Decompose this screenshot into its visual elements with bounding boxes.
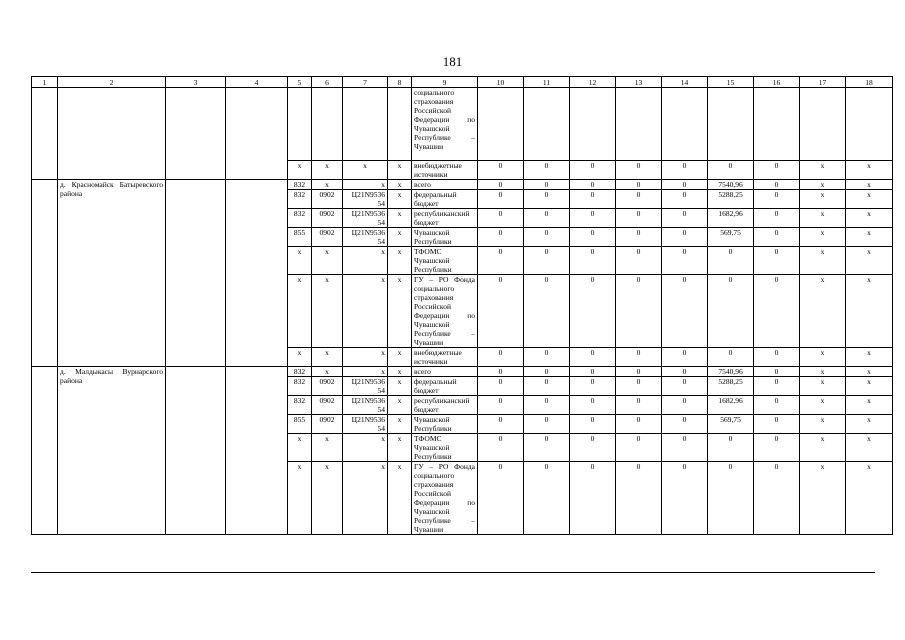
column-header: 2	[58, 77, 166, 88]
value-cell: 0	[616, 180, 662, 190]
column-header: 12	[570, 77, 616, 88]
empty-cell	[343, 88, 388, 161]
code-cell: 0902	[312, 190, 343, 209]
funding-source-text: ТФОМС Чувашской Республики	[412, 247, 478, 275]
empty-cell	[524, 88, 570, 161]
value-cell: x	[846, 348, 893, 367]
code-cell: x	[312, 275, 343, 348]
value-cell: x	[846, 180, 893, 190]
value-cell: 0	[616, 190, 662, 209]
page-number: 181	[442, 54, 463, 69]
value-cell: 0	[478, 275, 524, 348]
value-cell: 0	[616, 377, 662, 396]
value-cell: 0	[662, 462, 708, 535]
value-cell: 0	[524, 180, 570, 190]
value-cell: 0	[478, 348, 524, 367]
value-cell: 1682,96	[708, 396, 754, 415]
empty-cell	[846, 88, 893, 161]
value-cell: 0	[478, 209, 524, 228]
code-cell: x	[343, 161, 388, 180]
funding-source-text: республиканский бюджет	[412, 209, 478, 228]
value-cell: x	[846, 367, 893, 377]
code-cell: 0902	[312, 396, 343, 415]
funding-source-text: республиканский бюджет	[412, 396, 478, 415]
code-cell: x	[288, 434, 312, 462]
code-cell: 0902	[312, 415, 343, 434]
code-cell: x	[388, 275, 412, 348]
value-cell: 0	[662, 209, 708, 228]
code-cell: x	[343, 434, 388, 462]
value-cell: 0	[616, 434, 662, 462]
value-cell: x	[800, 275, 846, 348]
column-header: 16	[754, 77, 800, 88]
value-cell: 0	[662, 275, 708, 348]
value-cell: 0	[754, 209, 800, 228]
value-cell: 7540,96	[708, 180, 754, 190]
value-cell: 0	[754, 275, 800, 348]
value-cell: 0	[478, 367, 524, 377]
value-cell: 0	[478, 247, 524, 275]
value-cell: x	[800, 377, 846, 396]
column-header: 7	[343, 77, 388, 88]
code-cell: x	[343, 247, 388, 275]
value-cell: 0	[570, 377, 616, 396]
value-cell: 0	[524, 348, 570, 367]
value-cell: 0	[754, 415, 800, 434]
value-cell: 0	[478, 190, 524, 209]
code-cell: x	[343, 348, 388, 367]
value-cell: 0	[616, 367, 662, 377]
value-cell: 0	[754, 396, 800, 415]
value-cell: 0	[662, 377, 708, 396]
code-cell: x	[288, 161, 312, 180]
empty-cell	[478, 88, 524, 161]
value-cell: 0	[524, 228, 570, 247]
table-body	[32, 77, 893, 535]
code-cell: 832	[288, 396, 312, 415]
value-cell: 0	[570, 190, 616, 209]
empty-cell	[32, 180, 58, 367]
column-header: 14	[662, 77, 708, 88]
code-cell: Ц21N9536 54	[343, 415, 388, 434]
value-cell: x	[846, 462, 893, 535]
value-cell: 0	[478, 377, 524, 396]
table-row	[32, 367, 893, 377]
empty-cell	[226, 88, 288, 180]
value-cell: 7540,96	[708, 367, 754, 377]
value-cell: 0	[478, 462, 524, 535]
value-cell: 0	[754, 348, 800, 367]
code-cell: 832	[288, 190, 312, 209]
empty-cell	[388, 88, 412, 161]
value-cell: x	[846, 247, 893, 275]
funding-source-text: всего	[412, 367, 478, 377]
code-cell: 832	[288, 367, 312, 377]
code-cell: 832	[288, 180, 312, 190]
funding-source-text: Чувашской Республики	[412, 415, 478, 434]
column-header: 13	[616, 77, 662, 88]
column-number-row	[32, 77, 893, 88]
value-cell: 0	[570, 415, 616, 434]
value-cell: x	[800, 180, 846, 190]
code-cell: Ц21N9536 54	[343, 190, 388, 209]
code-cell: x	[388, 180, 412, 190]
column-header: 5	[288, 77, 312, 88]
code-cell: x	[312, 367, 343, 377]
value-cell: 0	[478, 396, 524, 415]
value-cell: 0	[708, 462, 754, 535]
value-cell: 0	[570, 275, 616, 348]
value-cell: 0	[662, 434, 708, 462]
value-cell: 0	[570, 367, 616, 377]
funding-source-text: социального страхования Российской Федерации по Чувашской Республике – Чувашии	[412, 88, 478, 161]
value-cell: x	[800, 209, 846, 228]
value-cell: 0	[616, 228, 662, 247]
code-cell: x	[312, 180, 343, 190]
value-cell: 0	[478, 161, 524, 180]
empty-cell	[166, 367, 226, 535]
value-cell: 0	[524, 415, 570, 434]
code-cell: x	[388, 462, 412, 535]
value-cell: 0	[570, 434, 616, 462]
funding-source-text: Чувашской Республики	[412, 228, 478, 247]
value-cell: 569,75	[708, 415, 754, 434]
code-cell: Ц21N9536 54	[343, 228, 388, 247]
funding-source-text: внебюджетные источники	[412, 161, 478, 180]
column-header: 11	[524, 77, 570, 88]
funding-source-text: ГУ – РО Фонда социального страхования Российской Федерации по Чувашской Республике – Чувашии	[412, 275, 478, 348]
value-cell: 0	[662, 415, 708, 434]
value-cell: 0	[616, 415, 662, 434]
value-cell: 0	[754, 434, 800, 462]
funding-source-text: федеральный бюджет	[412, 190, 478, 209]
value-cell: 0	[570, 396, 616, 415]
code-cell: x	[312, 434, 343, 462]
value-cell: 0	[662, 367, 708, 377]
value-cell: x	[846, 415, 893, 434]
value-cell: 0	[570, 209, 616, 228]
column-header: 17	[800, 77, 846, 88]
code-cell: x	[388, 415, 412, 434]
empty-cell	[570, 88, 616, 161]
code-cell: x	[312, 247, 343, 275]
empty-cell	[32, 367, 58, 535]
code-cell: 0902	[312, 377, 343, 396]
value-cell: 0	[754, 190, 800, 209]
table-row	[32, 180, 893, 190]
value-cell: 0	[524, 434, 570, 462]
value-cell: 0	[754, 180, 800, 190]
value-cell: x	[800, 462, 846, 535]
budget-table	[31, 76, 893, 535]
value-cell: 0	[478, 415, 524, 434]
value-cell: 0	[616, 209, 662, 228]
code-cell: x	[388, 247, 412, 275]
code-cell: x	[388, 434, 412, 462]
value-cell: 0	[754, 367, 800, 377]
value-cell: 0	[570, 247, 616, 275]
column-header: 9	[412, 77, 478, 88]
value-cell: 0	[708, 348, 754, 367]
table-row	[32, 88, 893, 161]
value-cell: 0	[708, 275, 754, 348]
value-cell: 0	[570, 161, 616, 180]
value-cell: 0	[570, 462, 616, 535]
code-cell: x	[312, 348, 343, 367]
code-cell: x	[288, 348, 312, 367]
value-cell: 0	[524, 367, 570, 377]
value-cell: 0	[616, 348, 662, 367]
funding-source-text: ТФОМС Чувашской Республики	[412, 434, 478, 462]
code-cell: x	[388, 396, 412, 415]
value-cell: 0	[570, 228, 616, 247]
value-cell: 0	[662, 161, 708, 180]
code-cell: 855	[288, 228, 312, 247]
value-cell: 0	[524, 161, 570, 180]
value-cell: x	[800, 348, 846, 367]
value-cell: x	[800, 190, 846, 209]
funding-source-text: всего	[412, 180, 478, 190]
value-cell: 1682,96	[708, 209, 754, 228]
value-cell: 0	[708, 247, 754, 275]
code-cell: x	[288, 247, 312, 275]
empty-cell	[58, 88, 166, 180]
value-cell: 0	[616, 161, 662, 180]
value-cell: 0	[754, 161, 800, 180]
value-cell: x	[846, 275, 893, 348]
column-header: 10	[478, 77, 524, 88]
funding-source-text: федеральный бюджет	[412, 377, 478, 396]
value-cell: 0	[478, 434, 524, 462]
value-cell: 0	[524, 377, 570, 396]
column-header: 15	[708, 77, 754, 88]
code-cell: x	[288, 275, 312, 348]
value-cell: 0	[478, 228, 524, 247]
code-cell: Ц21N9536 54	[343, 209, 388, 228]
bottom-rule	[31, 572, 875, 573]
value-cell: 0	[616, 247, 662, 275]
code-cell: 0902	[312, 209, 343, 228]
value-cell: x	[846, 190, 893, 209]
value-cell: 0	[754, 377, 800, 396]
code-cell: x	[343, 462, 388, 535]
value-cell: 0	[524, 396, 570, 415]
code-cell: x	[388, 377, 412, 396]
value-cell: x	[846, 434, 893, 462]
value-cell: x	[800, 434, 846, 462]
value-cell: 0	[524, 247, 570, 275]
value-cell: 0	[616, 396, 662, 415]
value-cell: 0	[570, 180, 616, 190]
column-header: 6	[312, 77, 343, 88]
code-cell: x	[343, 367, 388, 377]
empty-cell	[226, 180, 288, 367]
code-cell: x	[312, 161, 343, 180]
empty-cell	[32, 88, 58, 180]
value-cell: 0	[524, 275, 570, 348]
value-cell: 0	[662, 396, 708, 415]
code-cell: Ц21N9536 54	[343, 396, 388, 415]
code-cell: x	[388, 161, 412, 180]
empty-cell	[662, 88, 708, 161]
code-cell: Ц21N9536 54	[343, 377, 388, 396]
value-cell: 0	[570, 348, 616, 367]
code-cell: 832	[288, 377, 312, 396]
value-cell: 0	[662, 247, 708, 275]
value-cell: 0	[708, 161, 754, 180]
funding-source-text: ГУ – РО Фонда социального страхования Российской Федерации по Чувашской Республике – Чувашии	[412, 462, 478, 535]
code-cell: 855	[288, 415, 312, 434]
value-cell: x	[846, 377, 893, 396]
value-cell: 0	[662, 190, 708, 209]
value-cell: 0	[754, 228, 800, 247]
value-cell: x	[846, 209, 893, 228]
value-cell: x	[800, 228, 846, 247]
value-cell: 0	[524, 462, 570, 535]
code-cell: x	[388, 209, 412, 228]
value-cell: 5288,25	[708, 190, 754, 209]
value-cell: x	[846, 161, 893, 180]
code-cell: 832	[288, 209, 312, 228]
value-cell: x	[800, 161, 846, 180]
value-cell: 0	[616, 462, 662, 535]
empty-cell	[800, 88, 846, 161]
code-cell: 0902	[312, 228, 343, 247]
empty-cell	[166, 180, 226, 367]
empty-cell	[288, 88, 312, 161]
value-cell: x	[846, 228, 893, 247]
code-cell: x	[388, 348, 412, 367]
value-cell: x	[800, 396, 846, 415]
value-cell: x	[800, 415, 846, 434]
code-cell: x	[343, 180, 388, 190]
location-name: д. Малдыкасы Вурнарского района	[58, 367, 166, 535]
funding-source-text: внебюджетные источники	[412, 348, 478, 367]
location-name: д. Красномайск Батыревского района	[58, 180, 166, 367]
value-cell: 0	[662, 348, 708, 367]
column-header: 18	[846, 77, 893, 88]
empty-cell	[312, 88, 343, 161]
empty-cell	[226, 367, 288, 535]
empty-cell	[616, 88, 662, 161]
code-cell: x	[343, 275, 388, 348]
column-header: 3	[166, 77, 226, 88]
value-cell: 0	[478, 180, 524, 190]
value-cell: 0	[754, 462, 800, 535]
value-cell: 569,75	[708, 228, 754, 247]
value-cell: x	[800, 367, 846, 377]
empty-cell	[708, 88, 754, 161]
value-cell: 0	[662, 180, 708, 190]
column-header: 8	[388, 77, 412, 88]
value-cell: 0	[616, 275, 662, 348]
empty-cell	[754, 88, 800, 161]
code-cell: x	[312, 462, 343, 535]
column-header: 1	[32, 77, 58, 88]
code-cell: x	[388, 190, 412, 209]
column-header: 4	[226, 77, 288, 88]
value-cell: 0	[708, 434, 754, 462]
value-cell: 5288,25	[708, 377, 754, 396]
value-cell: x	[846, 396, 893, 415]
value-cell: 0	[754, 247, 800, 275]
value-cell: x	[800, 247, 846, 275]
value-cell: 0	[662, 228, 708, 247]
code-cell: x	[388, 228, 412, 247]
code-cell: x	[388, 367, 412, 377]
value-cell: 0	[524, 209, 570, 228]
value-cell: 0	[524, 190, 570, 209]
empty-cell	[166, 88, 226, 180]
code-cell: x	[288, 462, 312, 535]
